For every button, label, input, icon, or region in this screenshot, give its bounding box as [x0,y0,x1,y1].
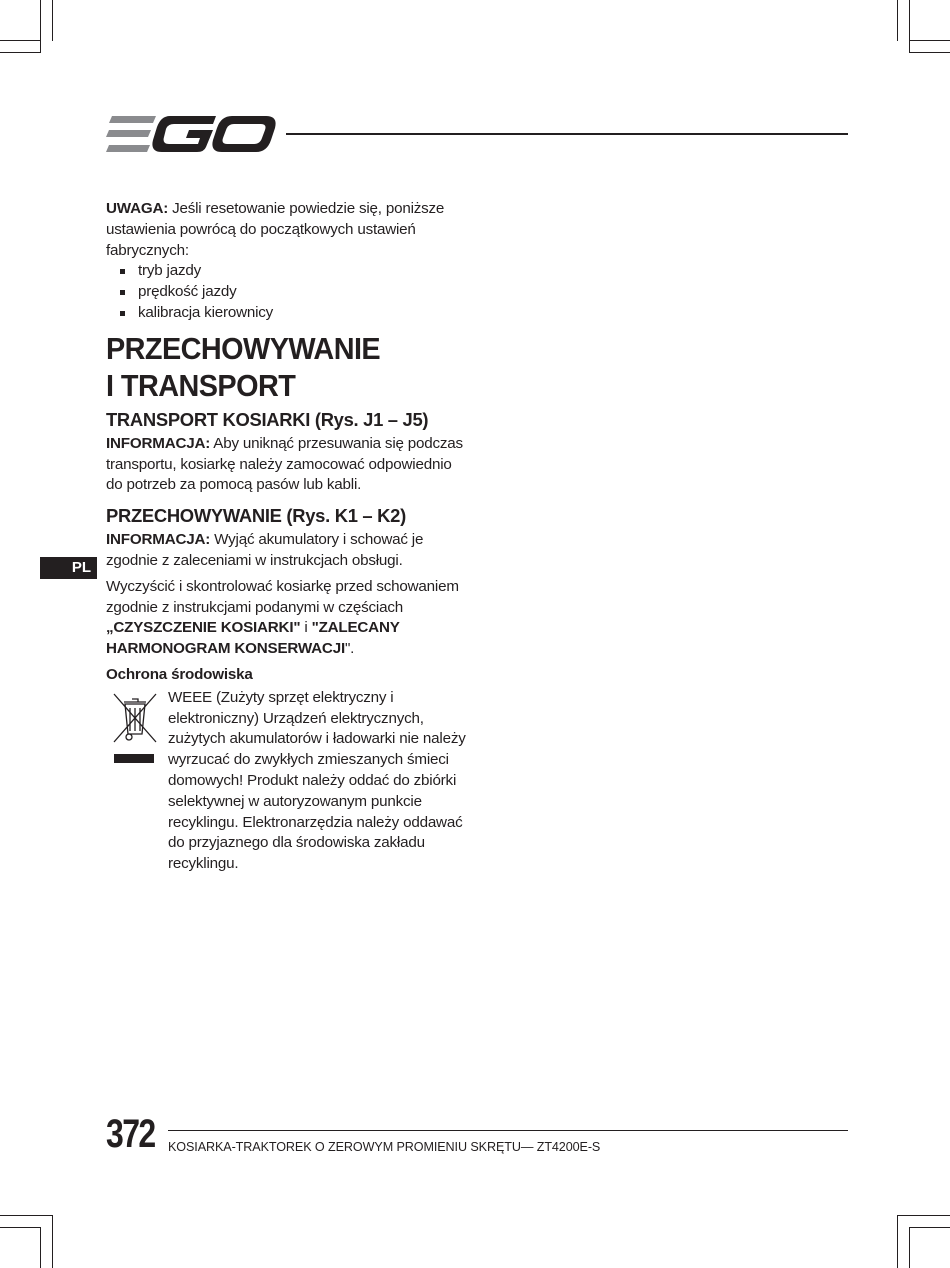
transport-heading: TRANSPORT KOSIARKI (Rys. J1 – J5) [106,408,429,430]
crop-mark-top-right [909,0,910,53]
storage-para-start: Wyczyścić i skontrolować kosiarkę przed schowaniem zgodnie z instrukcjami podanymi w częściach [106,577,459,616]
storage-para-bold2: "ZALECANY HARMONOGRAM KONSERWACJI [106,619,400,658]
environment-block [106,688,468,875]
storage-para-mid: i [300,619,312,637]
storage-info [106,530,468,572]
crop-mark-bottom-left [40,1227,41,1268]
main-content [106,199,468,875]
weee-text: WEEE (Zużyty sprzęt elektryczny i elektroniczny) Urządzeń elektrycznych, zużytych akumulatorów i ładowarki nie należy wyrzucać do zwykłych zmieszanych śmieci domowych! Produkt należy oddać do zbiórki selektywnej w autoryzowanym punkcie recyklingu. Elektronarzędzia należy oddawać do przyjaznego dla środowiska zakładu recyklingu. [168,688,466,873]
storage-cleaning-paragraph [106,577,468,660]
storage-para-bold1: „CZYSZCZENIE KOSIARKI" [106,619,301,637]
transport-info [106,434,468,496]
list-item: prędkość jazdy [106,282,468,303]
list-item: kalibracja kierownicy [106,303,468,324]
crop-mark-top-left [0,40,40,41]
crop-mark-top-left [40,0,41,53]
transport-info-text: Aby uniknąć przesuwania się podczas transportu, kosiarkę należy zamocować odpowiednio do potrzeb za pomocą pasów lub kabli. [106,434,463,494]
storage-info-text: Wyjąć akumulatory i schować je zgodnie z zaleceniami w instrukcjach obsługi. [106,531,424,569]
section-title-line2: I TRANSPORT [106,367,296,403]
crop-mark-bottom-left [0,1227,41,1228]
crop-mark-bottom-left [0,1215,53,1216]
section-title-line1: PRZECHOWYWANIE [106,330,381,366]
storage-info-label: INFORMACJA: [106,531,211,549]
crop-mark-bottom-right [897,1215,898,1268]
ego-logo [106,116,276,152]
note-text: Jeśli resetowanie powiedzie się, poniższe ustawienia powrócą do początkowych ustawień fabrycznych: [106,200,445,259]
crop-mark-top-right [897,0,898,41]
crop-mark-bottom-left [52,1215,53,1268]
note-intro [106,199,468,261]
crop-mark-top-right [909,40,950,41]
crop-mark-top-right [909,52,950,53]
footer-rule [168,1130,848,1131]
reset-settings-list [106,261,468,323]
storage-heading: PRZECHOWYWANIE (Rys. K1 – K2) [106,505,406,527]
environment-heading: Ochrona środowiska [106,665,253,683]
language-tab: PL [40,557,97,579]
list-item: tryb jazdy [106,261,468,282]
crop-mark-bottom-right [897,1215,950,1216]
crop-mark-bottom-right [909,1227,950,1228]
section-title [106,330,443,404]
crop-mark-bottom-right [909,1227,910,1268]
transport-info-label: INFORMACJA: [106,434,211,452]
storage-para-end: ". [344,640,355,658]
page-number: 372 [106,1112,155,1156]
crop-mark-top-left [52,0,53,41]
footer-text: KOSIARKA-TRAKTOREK O ZEROWYM PROMIENIU SKRĘTU— ZT4200E-S [168,1140,601,1154]
crop-mark-top-left [0,52,41,53]
crossed-out-wheelie-bin-icon [106,688,168,875]
header-rule [286,133,848,135]
note-label: UWAGA: [106,200,169,217]
